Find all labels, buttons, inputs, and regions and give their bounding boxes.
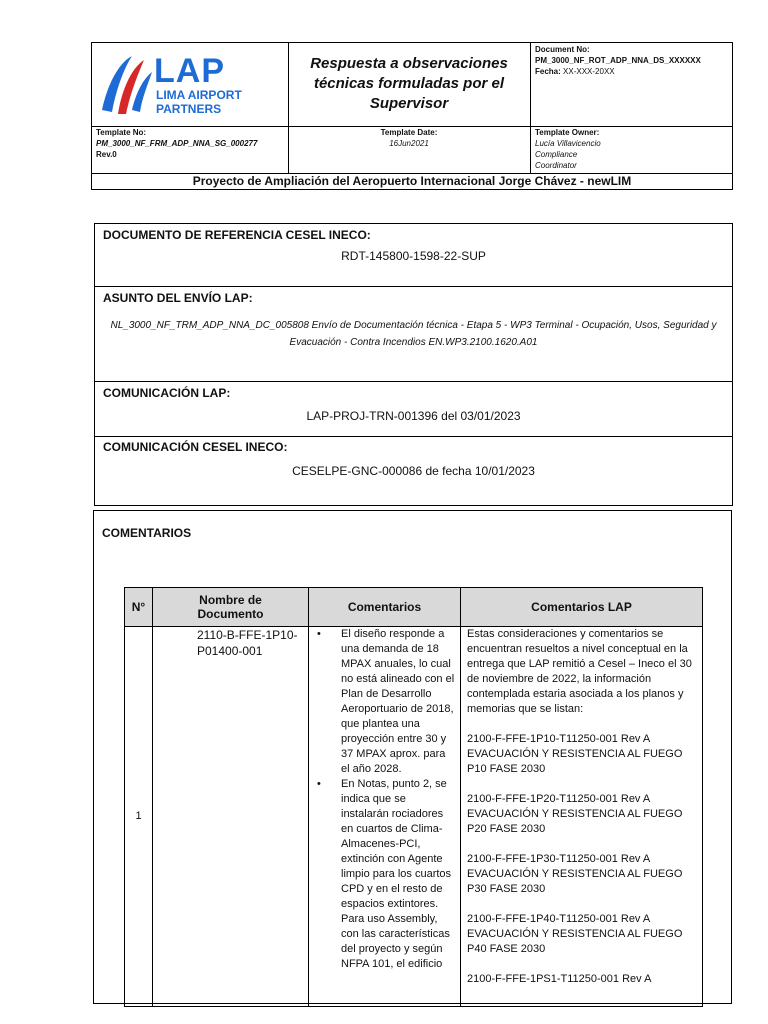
row-comments: [309, 627, 461, 1007]
row-number: 1: [125, 627, 153, 1007]
comunicacion-lap-box: [94, 381, 733, 437]
comunicacion-cesel-box: [94, 436, 733, 506]
project-title: Proyecto de Ampliación del Aeropuerto Internacional Jorge Chávez - newLIM: [192, 174, 632, 188]
template-owner-role1: Compliance: [535, 150, 578, 159]
lap-logo-mark-icon: [98, 52, 154, 122]
comunicacion-cesel-label: COMUNICACIÓN CESEL INECO:: [103, 440, 288, 454]
logo-line1: LIMA AIRPORT: [156, 88, 242, 102]
col-header-doc: Nombre de Documento: [153, 588, 309, 627]
template-date-block: [288, 127, 530, 149]
fecha-value: XX-XXX-20XX: [563, 67, 615, 76]
col-header-comentarios: Comentarios: [309, 588, 461, 627]
comunicacion-lap-label: COMUNICACIÓN LAP:: [103, 386, 231, 400]
template-rev: Rev.0: [96, 150, 117, 159]
row-document-name: 2110-B-FFE-1P10-P01400-001: [153, 627, 309, 1007]
fecha-label: Fecha:: [535, 67, 561, 76]
template-no-value: PM_3000_NF_FRM_ADP_NNA_SG_000277: [96, 139, 258, 148]
template-date-label: Template Date:: [380, 128, 438, 137]
asunto-value: NL_3000_NF_TRM_ADP_NNA_DC_005808 Envío de Documentación técnica - Etapa 5 - WP3 Terminal - Ocupación, Usos, Seguridad y Evacuación - Contra Incendios EN.WP3.2100.1620.A01: [110, 320, 717, 348]
doc-no-label: Document No:: [535, 45, 590, 54]
lap-item: 2100-F-FFE-1P20-T11250-001 Rev A EVACUACIÓN Y RESISTENCIA AL FUEGO P20 FASE 2030: [467, 793, 683, 835]
template-date-value: 16Jun2021: [389, 139, 429, 148]
template-owner-name: Lucía Villavicencio: [535, 139, 601, 148]
comunicacion-lap-value: LAP-PROJ-TRN-001396 del 03/01/2023: [306, 409, 521, 423]
lap-item: 2100-F-FFE-1PS1-T11250-001 Rev A: [467, 973, 652, 985]
template-no-label: Template No:: [96, 128, 147, 137]
logo-line2: PARTNERS: [156, 102, 222, 116]
logo-word: LAP: [154, 52, 225, 90]
document-title: Respuesta a observaciones técnicas formuladas por el Supervisor: [310, 55, 508, 112]
template-owner-block: [535, 127, 731, 171]
comentarios-label: COMENTARIOS: [102, 526, 192, 540]
lap-item: 2100-F-FFE-1P10-T11250-001 Rev A EVACUACIÓN Y RESISTENCIA AL FUEGO P10 FASE 2030: [467, 733, 683, 775]
asunto-label: ASUNTO DEL ENVÍO LAP:: [103, 291, 253, 305]
document-number-block: [535, 44, 731, 77]
reference-document-box: [94, 223, 733, 287]
comunicacion-cesel-value: CESELPE-GNC-000086 de fecha 10/01/2023: [292, 464, 535, 478]
comment-item: • En Notas, punto 2, se indica que se instalarán rociadores en cuartos de Clima-Almacenes-PCI, extinción con Agente limpio para los cuartos CPD y en el resto de espacios extintores. Para uso Assembly, con las características del proyecto y según NFPA 101, el edificio: [341, 777, 456, 972]
lap-item: 2100-F-FFE-1P40-T11250-001 Rev A EVACUACIÓN Y RESISTENCIA AL FUEGO P40 FASE 2030: [467, 913, 683, 955]
lap-logo: [98, 52, 288, 122]
template-owner-label: Template Owner:: [535, 128, 600, 137]
lap-intro: Estas consideraciones y comentarios se encuentran resueltos a nivel conceptual en la entrega que LAP remitió a Cesel – Ineco el 30 de noviembre de 2022, la información contemplada estaria asociada a los planos y memorias que se listan:: [467, 628, 692, 715]
template-owner-role2: Coordinator: [535, 161, 577, 170]
lap-item: 2100-F-FFE-1P30-T11250-001 Rev A EVACUACIÓN Y RESISTENCIA AL FUEGO P30 FASE 2030: [467, 853, 683, 895]
reference-value: RDT-145800-1598-22-SUP: [341, 249, 486, 263]
reference-label: DOCUMENTO DE REFERENCIA CESEL INECO:: [103, 228, 371, 242]
comments-table-header: [125, 588, 703, 627]
template-number-block: [96, 127, 288, 160]
comment-item: • El diseño responde a una demanda de 18 MPAX anuales, lo cual no está alineado con el Plan de Desarrollo Aeroportuario de 2018, que plantea una proyección entre 30 y 37 MPAX aprox. para el año 2028.: [341, 627, 456, 777]
doc-no-value: PM_3000_NF_ROT_ADP_NNA_DS_XXXXXX: [535, 56, 701, 65]
comments-table: [124, 587, 703, 1007]
col-header-n: N°: [125, 588, 153, 627]
asunto-box: [94, 286, 733, 382]
col-header-comentarios-lap: Comentarios LAP: [461, 588, 703, 627]
table-row: [125, 627, 703, 1007]
row-comentarios-lap: [461, 627, 703, 1007]
